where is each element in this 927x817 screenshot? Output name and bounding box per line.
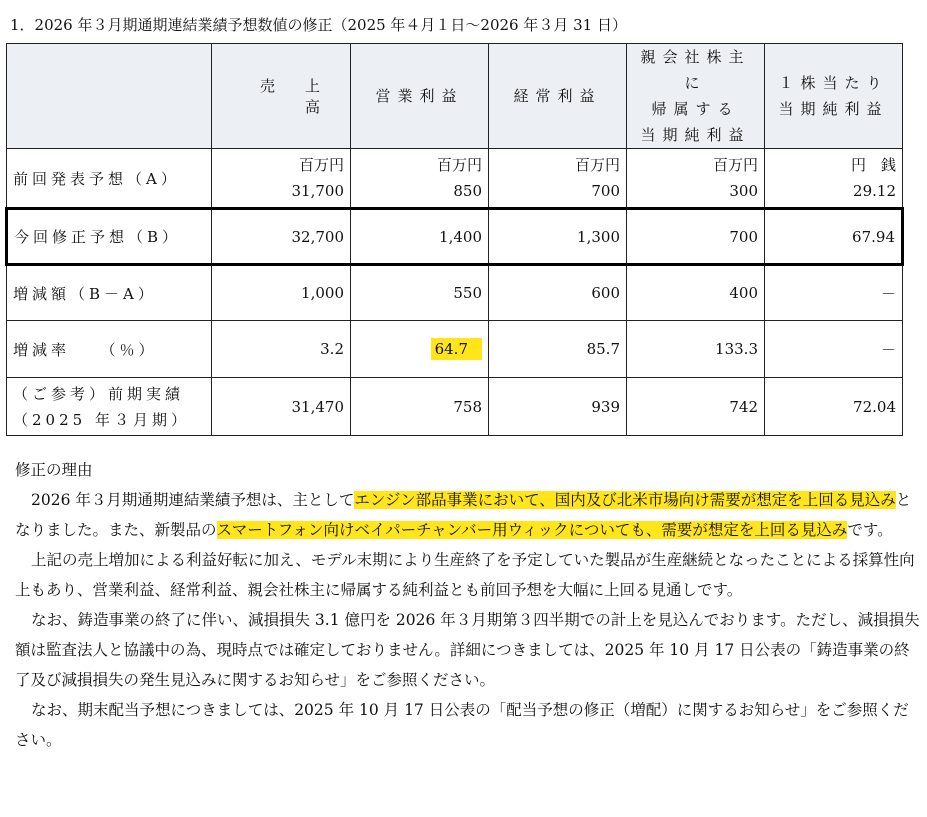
- header-label-cell: [7, 44, 212, 149]
- cell-value: 31,700: [291, 182, 344, 200]
- cell-eps: －: [765, 321, 903, 378]
- cell-ordinary-profit: 600: [489, 265, 627, 321]
- header-eps-line2: 当期純利益: [778, 100, 889, 118]
- row-label: 今回修正予想（B）: [7, 209, 212, 265]
- reason-heading: 修正の理由: [15, 461, 93, 479]
- row-label: 増減額（B－A）: [7, 265, 212, 321]
- cell-eps: 67.94: [765, 209, 903, 265]
- reason-paragraph-1: [15, 485, 920, 545]
- forecast-revision-table: [5, 43, 904, 436]
- header-net-income-line1: 親会社株主に: [640, 48, 751, 92]
- row-label: [7, 378, 212, 436]
- row-label-line1: （ご参考）前期実績: [13, 384, 185, 403]
- cell-eps: 72.04: [765, 378, 903, 436]
- cell-ordinary-profit: 1,300: [489, 209, 627, 265]
- unit-label: 円 銭: [850, 156, 896, 174]
- header-net-income: [627, 44, 765, 149]
- reason-text: 2026 年３月期通期連結業績予想は、主として: [31, 491, 355, 509]
- cell-sales: 3.2: [212, 321, 351, 378]
- section-title: 1．2026 年３月期通期連結業績予想数値の修正（2025 年４月１日〜2026 年３月 31 日）: [10, 16, 627, 34]
- cell-value: 850: [453, 182, 482, 200]
- reason-paragraph-2: 上記の売上増加による利益好転に加え、モデル末期により生産終了を予定していた製品が生産継続となったことによる採算性向上もあり、営業利益、経常利益、親会社株主に帰属する純利益とも前回予想を大幅に上回る見通しです。: [15, 551, 915, 599]
- revision-reason-section: [15, 455, 920, 755]
- cell-sales: 31,470: [212, 378, 351, 436]
- header-eps: [765, 44, 903, 149]
- reason-paragraph-3: なお、鋳造事業の終了に伴い、減損損失 3.1 億円を 2026 年３月期第３四半期での計上を見込んでおります。ただし、減損損失額は監査法人と協議中の為、現時点では確定しておりません。詳細につきましては、2025 年 10 月 17 日公表の「鋳造事業の終了及び減損損失の発生見込みに関するお知らせ」をご参照ください。: [15, 611, 920, 689]
- row-label: 前回発表予想（A）: [7, 149, 212, 209]
- unit-label: 百万円: [298, 156, 344, 174]
- header-net-income-line3: 当期純利益: [640, 126, 751, 144]
- cell-operating-profit: 758: [351, 378, 489, 436]
- highlighted-text: エンジン部品事業において、国内及び北米市場向け需要が想定を上回る見込み: [354, 491, 896, 509]
- table-row-prior-year-actual: [7, 378, 903, 436]
- table-row-change-rate: [7, 321, 903, 378]
- header-operating-profit: 営業利益: [351, 44, 489, 149]
- cell-operating-profit: 550: [351, 265, 489, 321]
- cell-value: 29.12: [853, 182, 896, 200]
- cell-net-income: [627, 149, 765, 209]
- cell-operating-profit: [351, 321, 489, 378]
- table-row-previous-forecast: [7, 149, 903, 209]
- cell-net-income: 700: [627, 209, 765, 265]
- cell-sales: 32,700: [212, 209, 351, 265]
- highlighted-value: 64.7: [431, 338, 482, 360]
- reason-paragraph-4: なお、期末配当予想につきましては、2025 年 10 月 17 日公表の「配当予想の修正（増配）に関するお知らせ」をご参照ください。: [15, 701, 909, 749]
- cell-eps: [765, 149, 903, 209]
- reason-text: となりました。また、新製品の: [15, 491, 912, 539]
- cell-ordinary-profit: 939: [489, 378, 627, 436]
- unit-label: 百万円: [712, 156, 758, 174]
- cell-sales: 1,000: [212, 265, 351, 321]
- cell-net-income: 400: [627, 265, 765, 321]
- table-row-revised-forecast: [7, 209, 903, 265]
- cell-operating-profit: [351, 149, 489, 209]
- cell-value: 300: [729, 182, 758, 200]
- cell-value: 700: [591, 182, 620, 200]
- cell-sales: [212, 149, 351, 209]
- highlighted-text: スマートフォン向けベイパーチャンバー用ウィックについても、需要が想定を上回る見込み: [216, 521, 848, 539]
- header-eps-line1: １株当たり: [778, 74, 889, 92]
- cell-net-income: 133.3: [627, 321, 765, 378]
- header-sales: 売上高: [212, 44, 351, 149]
- unit-label: 百万円: [436, 156, 482, 174]
- header-net-income-line2: 帰属する: [651, 100, 740, 118]
- header-ordinary-profit: 経常利益: [489, 44, 627, 149]
- cell-ordinary-profit: [489, 149, 627, 209]
- table-row-change-amount: [7, 265, 903, 321]
- cell-operating-profit: 1,400: [351, 209, 489, 265]
- cell-ordinary-profit: 85.7: [489, 321, 627, 378]
- table-header-row: [7, 44, 903, 149]
- unit-label: 百万円: [574, 156, 620, 174]
- cell-net-income: 742: [627, 378, 765, 436]
- row-label-line2: （2025 年３月期）: [13, 410, 190, 429]
- reason-text: です。: [847, 521, 893, 539]
- row-label: 増減率 （％）: [7, 321, 212, 378]
- cell-eps: －: [765, 265, 903, 321]
